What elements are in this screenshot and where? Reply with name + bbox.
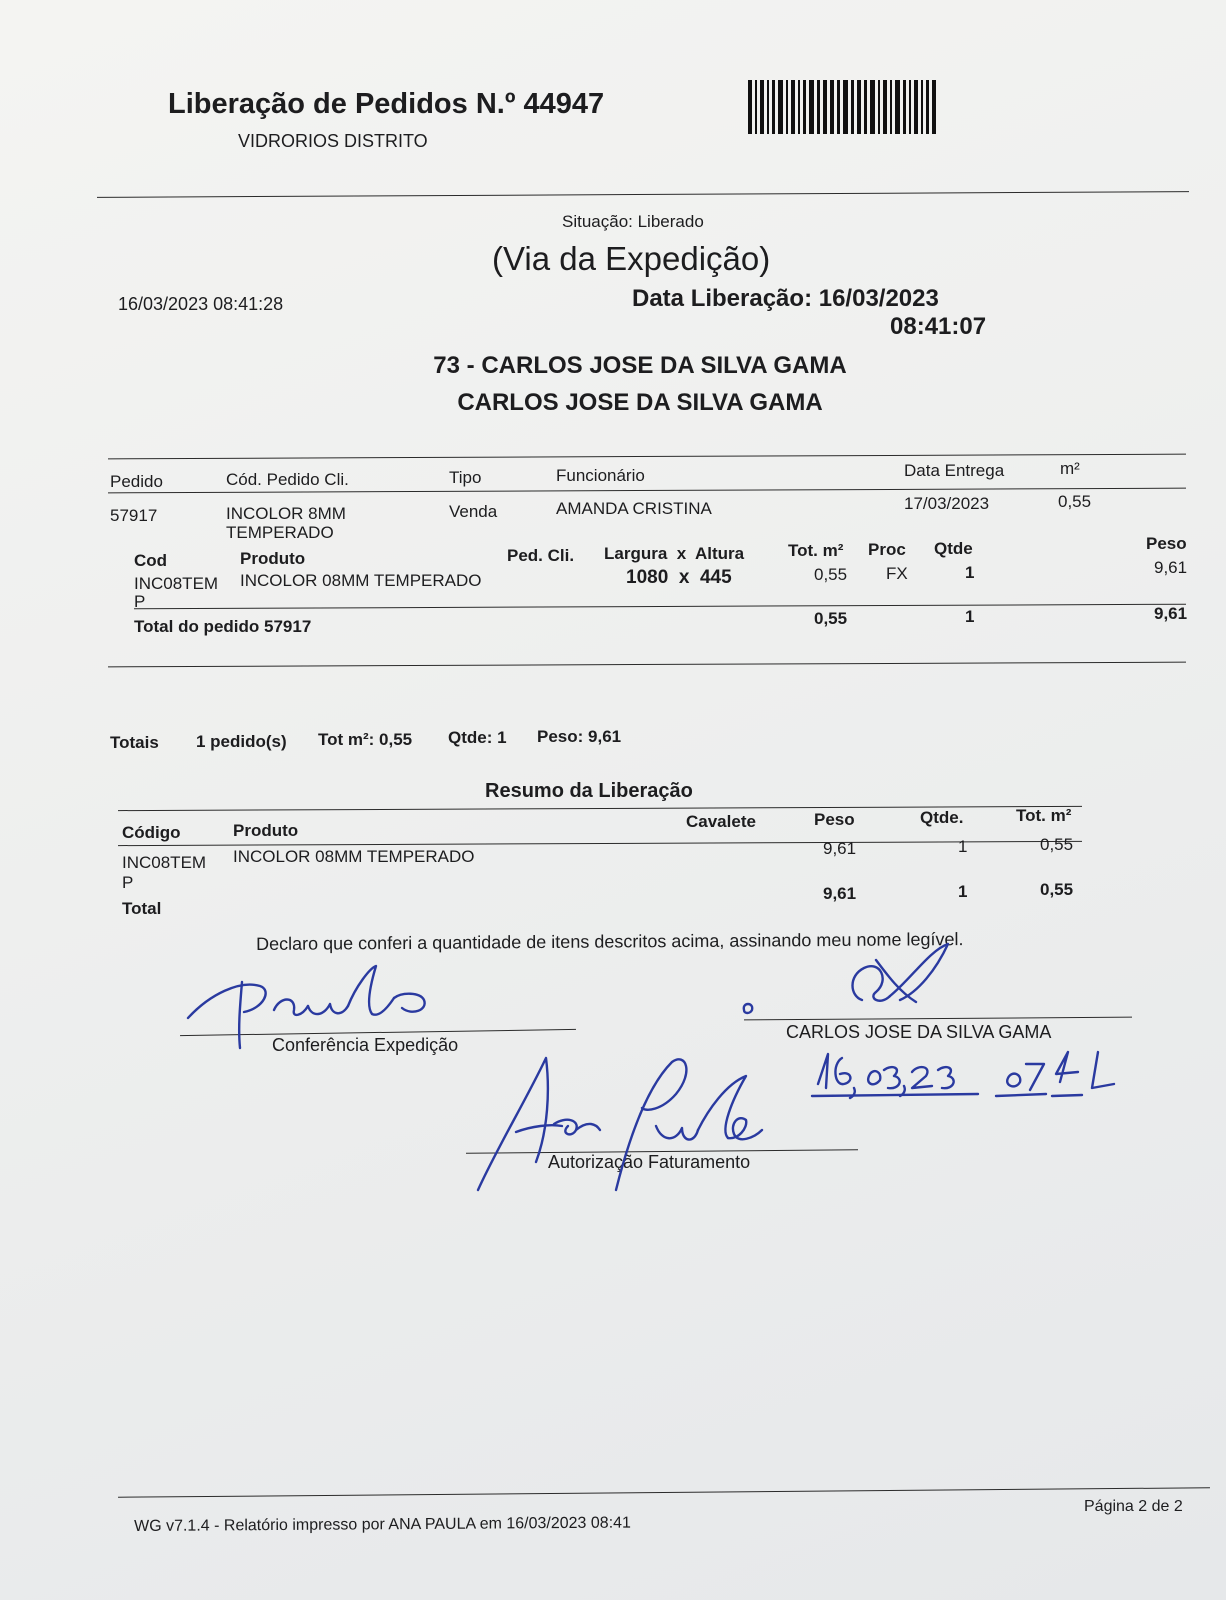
order-number: 57917 (110, 506, 158, 525)
item-header-produto: Produto (240, 549, 306, 568)
summary-total-tot-m2: 0,55 (1040, 880, 1074, 899)
col-header-data-entrega: Data Entrega (904, 461, 1005, 480)
release-date: Data Liberação: 16/03/2023 (632, 285, 939, 312)
signature-ana-paula-graphic (476, 1050, 776, 1200)
item-header-proc: Proc (868, 540, 906, 559)
order-total-label: Total do pedido 57917 (134, 617, 312, 636)
summary-total-peso: 9,61 (823, 884, 857, 903)
item-code-line-1: INC08TEM (134, 574, 219, 593)
company-name: VIDRORIOS DISTRITO (238, 131, 428, 151)
item-header-cod: Cod (134, 551, 168, 570)
order-total-peso: 9,61 (1154, 604, 1188, 623)
signature-paulo (180, 956, 480, 1056)
employee-name: AMANDA CRISTINA (556, 499, 712, 518)
client-line-2: CARLOS JOSE DA SILVA GAMA (457, 389, 823, 416)
summary-peso: 9,61 (823, 839, 857, 858)
declaration-text: Declaro que conferi a quantidade de itens descritos acima, assinando meu nome legível. (256, 929, 964, 954)
item-header-largura-altura: Largura x Altura (604, 544, 745, 563)
item-header-ped-cli: Ped. Cli. (507, 546, 575, 565)
summary-header-codigo: Código (122, 823, 181, 842)
col-header-tipo: Tipo (449, 468, 482, 487)
page-number: Página 2 de 2 (1084, 1498, 1183, 1515)
item-qtde: 1 (965, 563, 975, 582)
item-tot-m2: 0,55 (814, 565, 848, 584)
order-total-m2: 0,55 (814, 609, 848, 628)
order-total-rule (134, 604, 1186, 610)
printed-by: WG v7.1.4 - Relatório impresso por ANA PAULA em 16/03/2023 08:41 (134, 1514, 631, 1535)
order-table-top-rule (108, 454, 1186, 460)
summary-header-cavalete: Cavalete (686, 812, 756, 831)
signature-client (740, 940, 960, 1020)
summary-header-peso: Peso (814, 810, 855, 829)
client-signature-name: CARLOS JOSE DA SILVA GAMA (786, 1022, 1052, 1042)
summary-tot-m2: 0,55 (1040, 835, 1074, 854)
summary-code-line-2: P (122, 873, 134, 892)
summary-product: INCOLOR 08MM TEMPERADO (233, 847, 475, 866)
item-dimensions: 1080 x 445 (626, 567, 732, 588)
item-header-qtde: Qtde (934, 539, 973, 558)
item-header-peso: Peso (1146, 534, 1187, 553)
item-header-tot-m2: Tot. m² (788, 541, 844, 560)
summary-header-tot-m2: Tot. m² (1016, 806, 1072, 825)
delivery-date: 17/03/2023 (904, 494, 990, 513)
barcode-graphic (748, 80, 940, 134)
footer-rule (118, 1487, 1210, 1498)
order-type: Venda (449, 502, 498, 521)
signature-client-graphic (740, 940, 960, 1020)
summary-code-line-1: INC08TEM (122, 853, 207, 872)
release-time: 08:41:07 (890, 313, 987, 340)
item-code-line-2: P (134, 592, 146, 611)
order-m2: 0,55 (1058, 492, 1092, 511)
order-table-bottom-rule (108, 662, 1186, 668)
totals-label: Totais (110, 733, 159, 752)
item-proc: FX (886, 564, 908, 583)
summary-total-qtde: 1 (958, 882, 968, 901)
item-product: INCOLOR 08MM TEMPERADO (240, 571, 482, 590)
client-order-code-line-1: INCOLOR 8MM (226, 504, 346, 523)
totals-qtde: Qtde: 1 (448, 728, 507, 747)
signature-paulo-graphic (180, 956, 480, 1056)
conferencia-label: Conferência Expedição (272, 1035, 459, 1055)
summary-qtde: 1 (958, 837, 968, 856)
col-header-m2: m² (1060, 459, 1080, 478)
col-header-pedido: Pedido (110, 472, 163, 491)
totals-peso: Peso: 9,61 (537, 727, 622, 746)
print-datetime: 16/03/2023 08:41:28 (118, 294, 284, 314)
handwritten-date (808, 1044, 1138, 1104)
summary-total-label: Total (122, 899, 162, 918)
item-peso: 9,61 (1154, 558, 1188, 577)
status-text: Situação: Liberado (562, 212, 704, 231)
totals-m2: Tot m²: 0,55 (318, 730, 413, 749)
order-total-qtde: 1 (965, 607, 975, 626)
summary-header-qtde: Qtde. (920, 808, 964, 827)
barcode (748, 80, 940, 134)
autorizacao-label: Autorização Faturamento (548, 1152, 751, 1172)
document-title: Liberação de Pedidos N.º 44947 (168, 88, 605, 120)
handwritten-date-graphic (808, 1044, 1138, 1104)
totals-orders: 1 pedido(s) (196, 732, 287, 751)
col-header-cod-pedido-cli: Cód. Pedido Cli. (226, 470, 349, 489)
client-order-code-line-2: TEMPERADO (226, 523, 334, 542)
header-divider (97, 191, 1189, 198)
signature-ana-paula (476, 1050, 776, 1200)
summary-header-produto: Produto (233, 821, 299, 840)
col-header-funcionario: Funcionário (556, 466, 645, 485)
client-line-1: 73 - CARLOS JOSE DA SILVA GAMA (433, 352, 847, 379)
summary-title: Resumo da Liberação (485, 780, 693, 802)
via-title: (Via da Expedição) (492, 240, 771, 277)
summary-header-rule (118, 841, 1082, 846)
